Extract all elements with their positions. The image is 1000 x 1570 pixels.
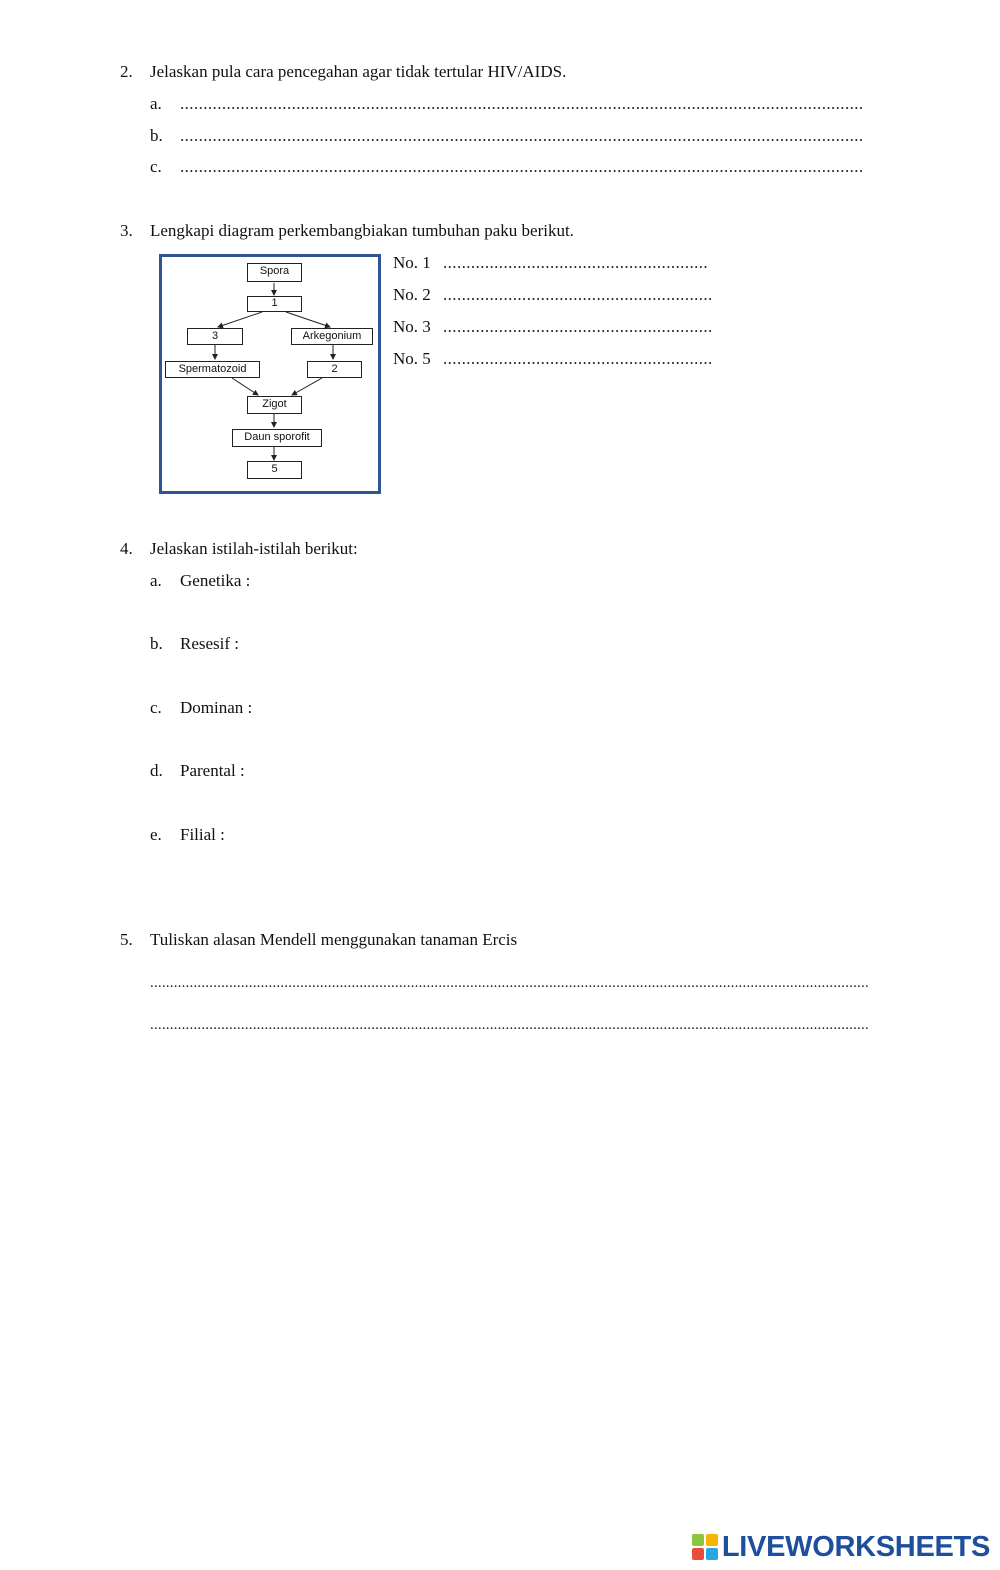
- q3-answer-3-label: No. 3: [393, 317, 431, 336]
- q3-prompt: Lengkapi diagram perkembangbiakan tumbuhan paku berikut.: [150, 221, 574, 240]
- liveworksheets-logo-icon: [692, 1534, 718, 1560]
- q5-prompt: Tuliskan alasan Mendell menggunakan tanaman Ercis: [150, 930, 518, 949]
- q2-number: 2.: [120, 62, 133, 81]
- q4-term-genetika: Genetika :: [180, 571, 251, 590]
- q4-item-a-label: a.: [150, 571, 162, 590]
- q3-answer-1-line[interactable]: .........................................................: [443, 253, 709, 272]
- q4-item-e-label: e.: [150, 825, 162, 844]
- q2-item-c-label: c.: [150, 157, 162, 176]
- q5-answer-line-1[interactable]: ......................................................................................................................................................................................: [150, 975, 869, 991]
- arrow-1-to-3: [218, 312, 262, 327]
- q4-item-b-label: b.: [150, 634, 163, 653]
- q4-term-resesif: Resesif :: [180, 634, 240, 653]
- node-daun-sporofit: Daun sporofit: [232, 429, 322, 447]
- q4-number: 4.: [120, 539, 133, 558]
- arrow-2-to-zigot: [292, 378, 322, 395]
- q4-prompt: Jelaskan istilah-istilah berikut:: [150, 539, 358, 558]
- q4-item-c-label: c.: [150, 698, 162, 717]
- q2-item-b-answer-line[interactable]: ...................................................................................................................................................: [180, 126, 864, 145]
- q2-item-a-answer-line[interactable]: ...................................................................................................................................................: [180, 94, 864, 113]
- q4-term-dominan: Dominan :: [180, 698, 253, 717]
- q3-number: 3.: [120, 221, 133, 240]
- q3-answer-3-line[interactable]: ..........................................................: [443, 317, 713, 336]
- arrow-spermatozoid-to-zigot: [232, 378, 258, 395]
- q4-item-d-label: d.: [150, 761, 163, 780]
- q5-number: 5.: [120, 930, 133, 949]
- arrow-1-to-arkegonium: [286, 312, 330, 327]
- node-2-blank: 2: [307, 361, 362, 378]
- node-5-blank: 5: [247, 461, 302, 479]
- brand-wordmark: LIVEWORKSHEETS: [721, 1530, 990, 1563]
- q2-item-b-label: b.: [150, 126, 163, 145]
- q2-item-a-label: a.: [150, 94, 162, 113]
- node-spermatozoid: Spermatozoid: [165, 361, 260, 378]
- q4-term-parental: Parental :: [180, 761, 245, 780]
- q3-answer-5-label: No. 5: [393, 349, 431, 368]
- node-1-blank: 1: [247, 296, 302, 312]
- q4-term-filial: Filial :: [180, 825, 225, 844]
- q3-answer-2-label: No. 2: [393, 285, 431, 304]
- q3-answer-2-line[interactable]: ..........................................................: [443, 285, 713, 304]
- node-spora: Spora: [247, 263, 302, 282]
- fern-reproduction-diagram: [159, 254, 381, 494]
- q5-answer-line-2[interactable]: ......................................................................................................................................................................................: [150, 1017, 869, 1033]
- node-zigot: Zigot: [247, 396, 302, 414]
- q2-item-c-answer-line[interactable]: ...................................................................................................................................................: [180, 157, 864, 176]
- q3-answer-5-line[interactable]: ..........................................................: [443, 349, 713, 368]
- node-3-blank: 3: [187, 328, 243, 345]
- node-arkegonium: Arkegonium: [291, 328, 373, 345]
- q3-answer-1-label: No. 1: [393, 253, 431, 272]
- liveworksheets-brand: [692, 1530, 990, 1564]
- q2-prompt: Jelaskan pula cara pencegahan agar tidak tertular HIV/AIDS.: [150, 62, 567, 81]
